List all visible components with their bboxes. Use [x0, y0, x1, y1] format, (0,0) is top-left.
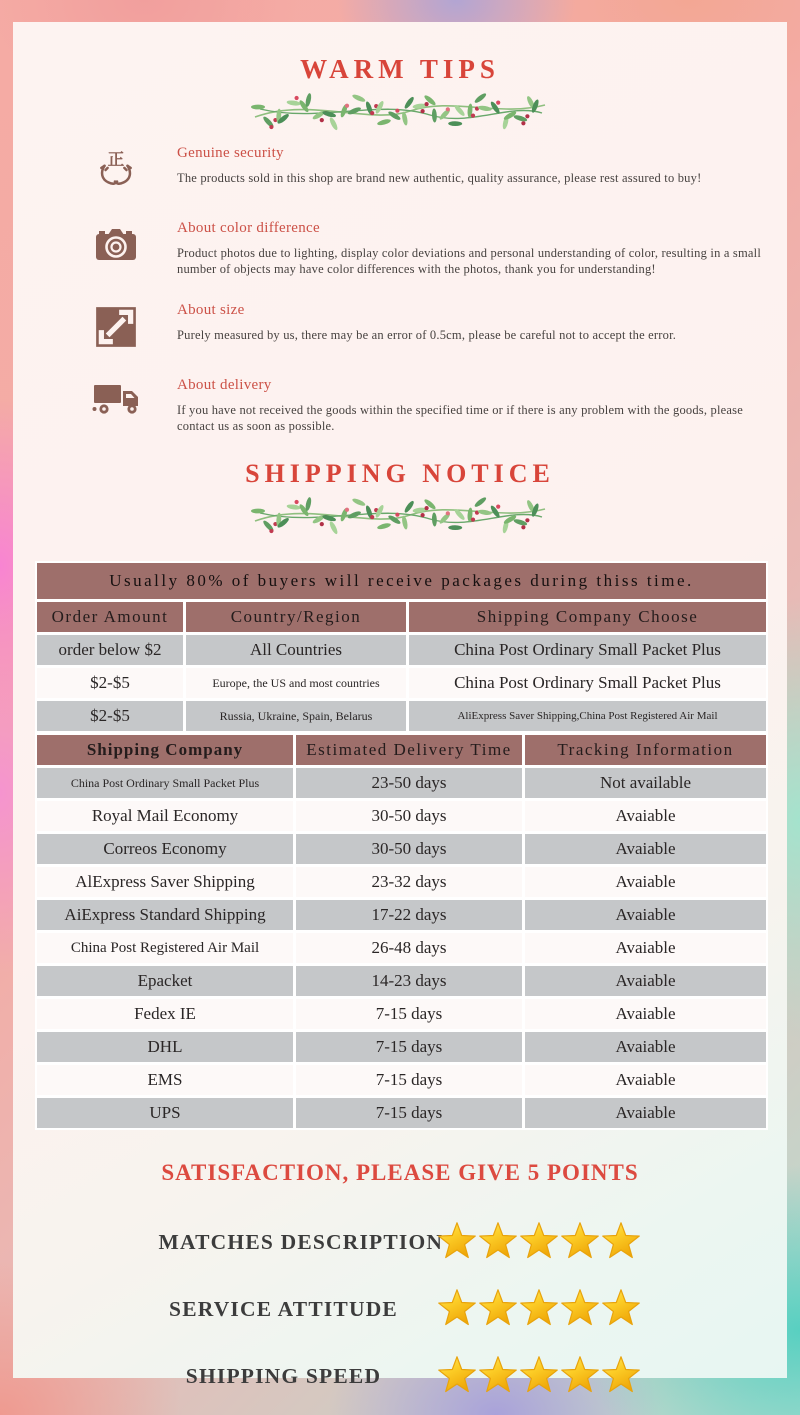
table-row [37, 867, 766, 897]
table-cell: Fedex IE [37, 999, 293, 1029]
rating-service-attitude [13, 1289, 787, 1329]
table-cell: 7-15 days [296, 1032, 522, 1062]
table-header-row [37, 735, 766, 765]
table-cell: Russia, Ukraine, Spain, Belarus [186, 701, 406, 731]
table-cell: AliExpress Saver Shipping,China Post Registered Air Mail [409, 701, 766, 731]
table-cell: Avaiable [525, 933, 766, 963]
star-icon [478, 1289, 518, 1329]
table-row [37, 1065, 766, 1095]
star-rating [437, 1289, 642, 1329]
tip-delivery [88, 377, 787, 434]
star-icon [519, 1289, 559, 1329]
truck-icon [88, 377, 144, 427]
warm-tips-title: WARM TIPS [300, 54, 500, 84]
star-icon [560, 1356, 600, 1396]
table-row [37, 801, 766, 831]
table-cell: order below $2 [37, 635, 183, 665]
tip-body: Product photos due to lighting, display color deviations and personal understanding of color, resulting in a small number of objects may have color differences with the photos, thank you for understanding! [177, 246, 762, 276]
column-header: Shipping Company Choose [409, 602, 766, 632]
table-row [37, 966, 766, 996]
table-cell: Epacket [37, 966, 293, 996]
shipping-company-choose-table [35, 561, 768, 733]
table-cell: 7-15 days [296, 1065, 522, 1095]
star-icon [560, 1222, 600, 1262]
column-header: Estimated Delivery Time [296, 735, 522, 765]
star-rating [437, 1356, 642, 1396]
star-icon [437, 1289, 477, 1329]
table-cell: Avaiable [525, 1032, 766, 1062]
shipping-notice-title: SHIPPING NOTICE [245, 459, 555, 488]
table-cell: 23-50 days [296, 768, 522, 798]
tip-genuine-security [88, 145, 787, 195]
table-cell: Avaiable [525, 867, 766, 897]
satisfaction-title: SATISFACTION, PLEASE GIVE 5 POINTS [161, 1160, 639, 1185]
table-cell: China Post Ordinary Small Packet Plus [37, 768, 293, 798]
resize-arrow-icon [88, 302, 144, 352]
delivery-time-table [35, 733, 768, 1130]
table-cell: 30-50 days [296, 834, 522, 864]
table-row [37, 834, 766, 864]
column-header: Order Amount [37, 602, 183, 632]
table-row [37, 668, 766, 698]
table-cell: 26-48 days [296, 933, 522, 963]
column-header: Shipping Company [37, 735, 293, 765]
svg-text:正: 正 [107, 149, 125, 169]
table-cell: EMS [37, 1065, 293, 1095]
table-cell: $2-$5 [37, 701, 183, 731]
table-cell: 14-23 days [296, 966, 522, 996]
rating-label: SERVICE ATTITUDE [169, 1296, 398, 1321]
star-icon [437, 1222, 477, 1262]
table-cell: Avaiable [525, 1065, 766, 1095]
table-cell: China Post Ordinary Small Packet Plus [409, 668, 766, 698]
table-cell: 17-22 days [296, 900, 522, 930]
rating-matches-description [13, 1222, 787, 1262]
tip-size [88, 302, 787, 352]
camera-icon [88, 220, 144, 270]
star-icon [519, 1222, 559, 1262]
star-icon [601, 1222, 641, 1262]
table-cell: DHL [37, 1032, 293, 1062]
table-cell: Royal Mail Economy [37, 801, 293, 831]
rating-shipping-speed [13, 1356, 787, 1396]
tip-heading: About size [177, 302, 245, 318]
tip-heading: Genuine security [177, 145, 284, 161]
table-cell: All Countries [186, 635, 406, 665]
table-banner: Usually 80% of buyers will receive packages during thiss time. [37, 563, 766, 599]
tip-body: If you have not received the goods within the specified time or if there is any problem with the goods, please contact us as soon as possible. [177, 403, 743, 433]
tip-heading: About delivery [177, 377, 272, 393]
table-cell: Europe, the US and most countries [186, 668, 406, 698]
table-cell: UPS [37, 1098, 293, 1128]
star-icon [560, 1289, 600, 1329]
table-cell: 7-15 days [296, 1098, 522, 1128]
tip-color-difference [88, 220, 787, 277]
star-icon [478, 1222, 518, 1262]
tip-body: The products sold in this shop are brand new authentic, quality assurance, please rest assured to buy! [177, 171, 702, 185]
table-row [37, 999, 766, 1029]
table-cell: Avaiable [525, 834, 766, 864]
warm-tips-poster [13, 22, 787, 1388]
table-cell: 23-32 days [296, 867, 522, 897]
star-icon [478, 1356, 518, 1396]
table-cell: Avaiable [525, 1098, 766, 1128]
hands-genuine-icon [88, 145, 144, 195]
floral-divider-icon [244, 491, 556, 537]
star-rating [437, 1222, 642, 1262]
table-row [37, 768, 766, 798]
table-cell: $2-$5 [37, 668, 183, 698]
table-cell: China Post Registered Air Mail [37, 933, 293, 963]
table-header-row [37, 602, 766, 632]
tip-body: Purely measured by us, there may be an error of 0.5cm, please be careful not to accept the error. [177, 328, 677, 342]
table-cell: Avaiable [525, 900, 766, 930]
table-cell: Correos Economy [37, 834, 293, 864]
tip-heading: About color difference [177, 220, 320, 236]
rating-label: SHIPPING SPEED [185, 1363, 382, 1388]
column-header: Tracking Information [525, 735, 766, 765]
tips-list [13, 145, 787, 434]
table-cell: AiExpress Standard Shipping [37, 900, 293, 930]
table-row [37, 1098, 766, 1128]
table-cell: Avaiable [525, 966, 766, 996]
table-row [37, 635, 766, 665]
floral-divider-icon [244, 87, 556, 133]
star-icon [601, 1356, 641, 1396]
table-cell: 30-50 days [296, 801, 522, 831]
table-row [37, 1032, 766, 1062]
star-icon [437, 1356, 477, 1396]
table-cell: Avaiable [525, 801, 766, 831]
table-cell: 7-15 days [296, 999, 522, 1029]
table-cell: AlExpress Saver Shipping [37, 867, 293, 897]
table-cell: Not available [525, 768, 766, 798]
table-row [37, 933, 766, 963]
table-row [37, 701, 766, 731]
table-cell: China Post Ordinary Small Packet Plus [409, 635, 766, 665]
star-icon [601, 1289, 641, 1329]
table-row [37, 900, 766, 930]
column-header: Country/Region [186, 602, 406, 632]
star-icon [519, 1356, 559, 1396]
table-cell: Avaiable [525, 999, 766, 1029]
rating-label: MATCHES DESCRIPTION [158, 1229, 444, 1254]
